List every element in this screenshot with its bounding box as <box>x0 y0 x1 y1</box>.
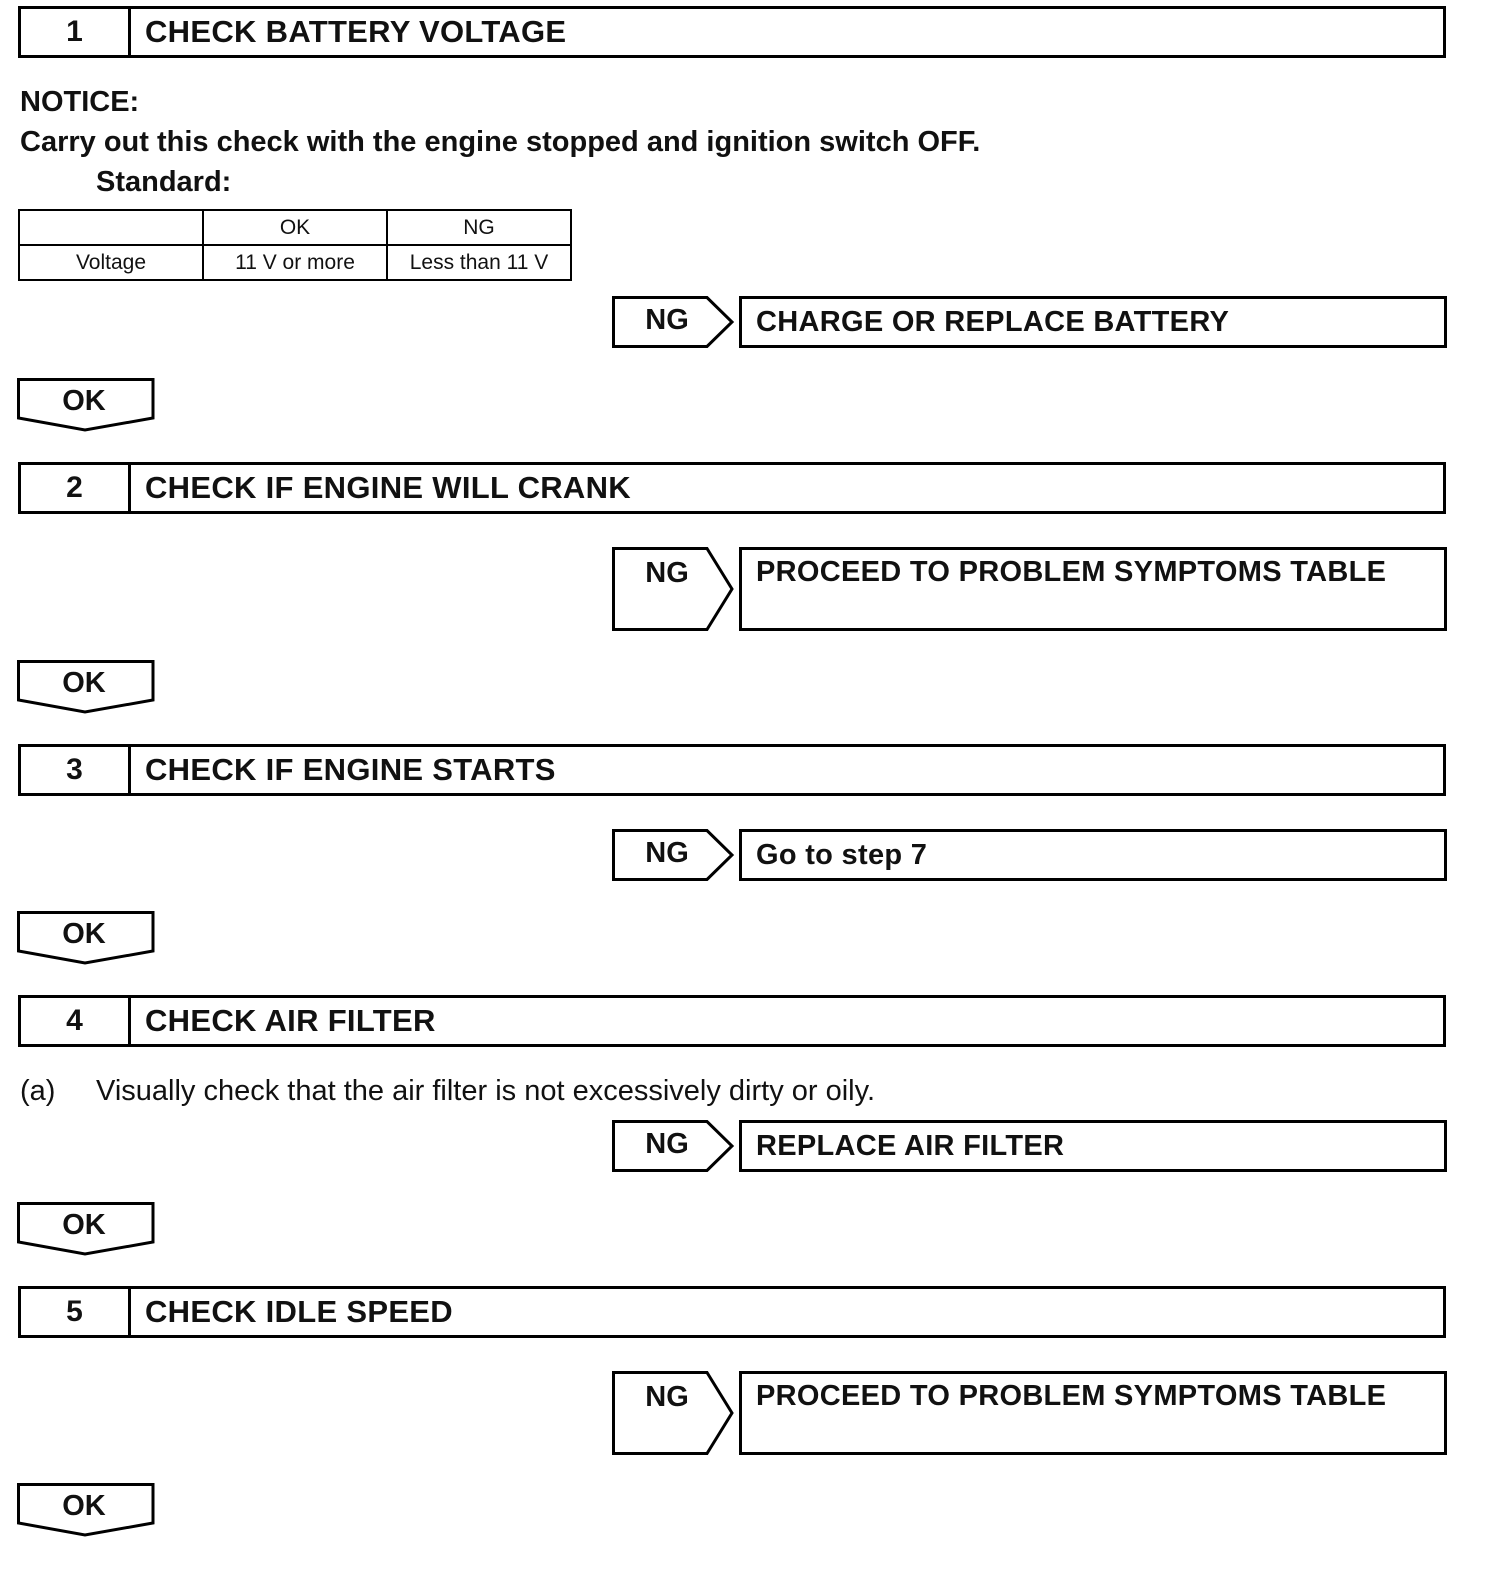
standard-table <box>18 209 572 281</box>
ng-arrow <box>612 1120 736 1172</box>
ng-label: NG <box>645 1128 689 1160</box>
ng-label: NG <box>645 557 689 589</box>
table-cell: Voltage <box>19 245 203 280</box>
ng-arrow <box>612 829 736 881</box>
step-2-header <box>18 462 1446 514</box>
table-header-cell: NG <box>387 210 571 245</box>
ng-arrow <box>612 547 736 631</box>
ng-result-go-to-step: Go to step 7 <box>739 829 1447 881</box>
step-title: CHECK IDLE SPEED <box>145 1294 453 1329</box>
ng-result-problem-symptoms: PROCEED TO PROBLEM SYMPTOMS TABLE <box>739 547 1447 631</box>
ok-arrow <box>17 378 157 434</box>
standard-label: Standard: <box>96 166 232 198</box>
item-text: Visually check that the air filter is not excessively dirty or oily. <box>96 1075 876 1107</box>
ng-label: NG <box>645 837 689 869</box>
ng-label: NG <box>645 1381 689 1413</box>
step-3-header <box>18 744 1446 796</box>
ok-label: OK <box>62 918 106 950</box>
item-marker: (a) <box>20 1075 56 1107</box>
ok-arrow <box>17 660 157 716</box>
notice-text: Carry out this check with the engine stopped and ignition switch OFF. <box>20 126 981 158</box>
ng-result-problem-symptoms: PROCEED TO PROBLEM SYMPTOMS TABLE <box>739 1371 1447 1455</box>
step-title: CHECK IF ENGINE WILL CRANK <box>145 470 631 505</box>
step-number: 4 <box>21 998 131 1044</box>
ng-arrow <box>612 1371 736 1455</box>
step-4-header <box>18 995 1446 1047</box>
table-header-cell <box>19 210 203 245</box>
ng-arrow <box>612 296 736 348</box>
table-header-cell: OK <box>203 210 387 245</box>
step-number: 1 <box>21 9 131 55</box>
step-number: 2 <box>21 465 131 511</box>
table-header-row <box>19 210 571 245</box>
ng-label: NG <box>645 304 689 336</box>
step-title: CHECK BATTERY VOLTAGE <box>145 14 567 49</box>
ng-result-charge-battery: CHARGE OR REPLACE BATTERY <box>739 296 1447 348</box>
ok-arrow <box>17 911 157 967</box>
ng-result-replace-air-filter: REPLACE AIR FILTER <box>739 1120 1447 1172</box>
ok-arrow <box>17 1483 157 1539</box>
step-number: 3 <box>21 747 131 793</box>
ok-arrow <box>17 1202 157 1258</box>
step-title: CHECK AIR FILTER <box>145 1003 436 1038</box>
ok-label: OK <box>62 385 106 417</box>
ok-label: OK <box>62 667 106 699</box>
ok-label: OK <box>62 1209 106 1241</box>
notice-label: NOTICE: <box>20 86 140 118</box>
table-row <box>19 245 571 280</box>
step-1-header <box>18 6 1446 58</box>
ok-label: OK <box>62 1490 106 1522</box>
step-title: CHECK IF ENGINE STARTS <box>145 752 556 787</box>
step-number: 5 <box>21 1289 131 1335</box>
table-cell: Less than 11 V <box>387 245 571 280</box>
table-cell: 11 V or more <box>203 245 387 280</box>
step-5-header <box>18 1286 1446 1338</box>
